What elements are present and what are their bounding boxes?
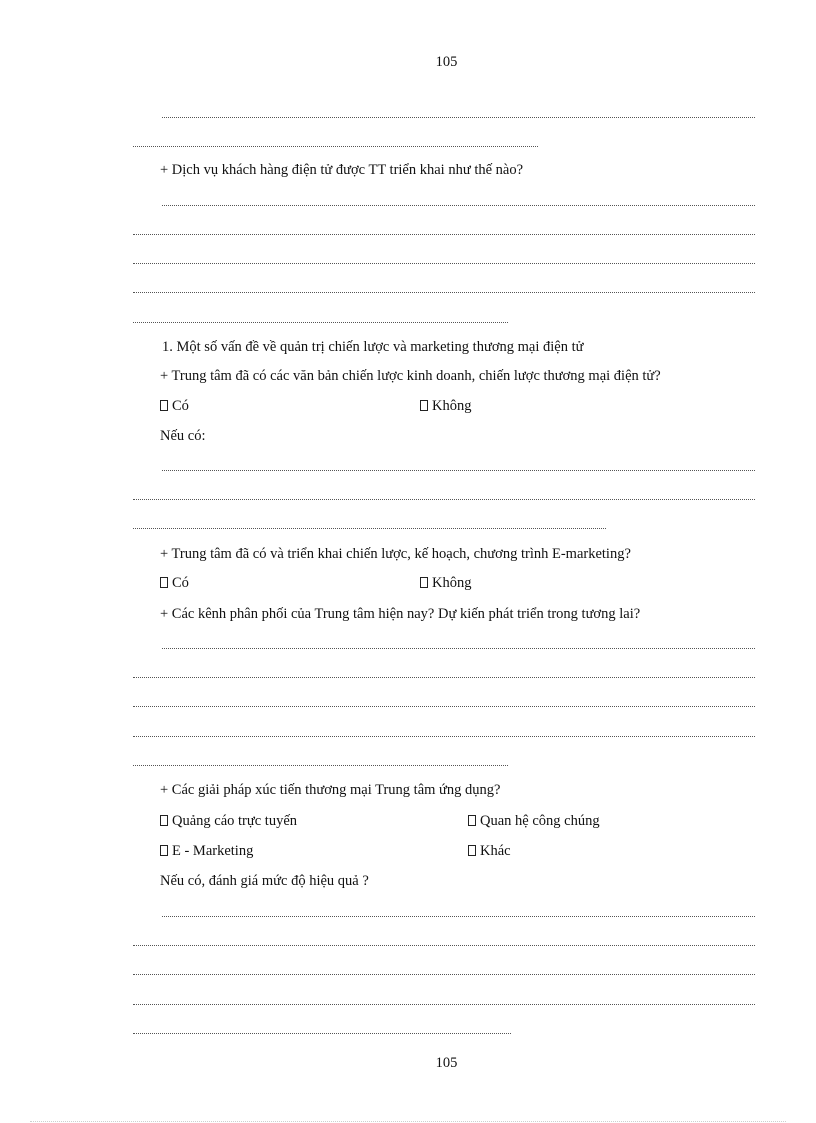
option-online-ads[interactable] — [160, 813, 297, 830]
option-label: Quan hệ công chúng — [480, 813, 600, 829]
option-label: Khác — [480, 843, 511, 859]
answer-line[interactable] — [133, 499, 755, 500]
checkbox-icon[interactable] — [160, 400, 168, 411]
question-distribution: + Các kênh phân phối của Trung tâm hiện nay? Dự kiến phát triển trong tương lai? — [160, 606, 641, 622]
option-label: Không — [432, 575, 472, 591]
answer-line[interactable] — [133, 263, 755, 264]
checkbox-icon[interactable] — [468, 815, 476, 826]
answer-line[interactable] — [133, 706, 755, 707]
checkbox-icon[interactable] — [420, 577, 428, 588]
option-label: Có — [172, 398, 189, 414]
answer-line[interactable] — [133, 292, 755, 293]
question-customer-service: + Dịch vụ khách hàng điện tử được TT triển khai như thế nào? — [160, 162, 524, 178]
answer-line[interactable] — [162, 648, 755, 649]
answer-line[interactable] — [133, 1033, 511, 1034]
checkbox-icon[interactable] — [160, 577, 168, 588]
checkbox-icon[interactable] — [468, 845, 476, 856]
answer-line[interactable] — [133, 146, 538, 147]
answer-line[interactable] — [162, 470, 755, 471]
option-label: Quảng cáo trực tuyến — [172, 813, 298, 829]
answer-line[interactable] — [133, 736, 755, 737]
answer-line[interactable] — [133, 945, 755, 946]
question-promotion: + Các giải pháp xúc tiến thương mại Trung tâm ứng dụng? — [160, 782, 501, 798]
option-no[interactable] — [420, 575, 471, 592]
page-number-bottom: 105 — [435, 1055, 458, 1071]
option-no[interactable] — [420, 398, 471, 415]
question-strategy-docs: + Trung tâm đã có các văn bản chiến lược kinh doanh, chiến lược thương mại điện tử? — [160, 368, 661, 384]
section-heading: 1. Một số vấn đề về quản trị chiến lược và marketing thương mại điện tử — [162, 339, 584, 355]
if-yes-eval-label: Nếu có, đánh giá mức độ hiệu quả ? — [160, 873, 369, 889]
option-yes[interactable] — [160, 398, 189, 415]
option-emarketing[interactable] — [160, 843, 253, 860]
answer-line[interactable] — [133, 322, 508, 323]
answer-line[interactable] — [162, 117, 755, 118]
checkbox-icon[interactable] — [160, 815, 168, 826]
answer-line[interactable] — [133, 528, 606, 529]
question-emarketing: + Trung tâm đã có và triển khai chiến lược, kế hoạch, chương trình E-marketing? — [160, 546, 631, 562]
option-label: Có — [172, 575, 189, 591]
answer-line[interactable] — [133, 974, 755, 975]
answer-line[interactable] — [133, 765, 508, 766]
checkbox-icon[interactable] — [420, 400, 428, 411]
checkbox-icon[interactable] — [160, 845, 168, 856]
option-label: Không — [432, 398, 472, 414]
answer-line[interactable] — [162, 205, 755, 206]
option-pr[interactable] — [468, 813, 600, 830]
answer-line[interactable] — [133, 677, 755, 678]
answer-line[interactable] — [162, 916, 755, 917]
answer-line[interactable] — [133, 1004, 755, 1005]
answer-line[interactable] — [133, 234, 755, 235]
page-number-top: 105 — [435, 54, 458, 70]
option-label: E - Marketing — [172, 843, 254, 859]
option-yes[interactable] — [160, 575, 189, 592]
if-yes-label: Nếu có: — [160, 428, 206, 444]
option-other[interactable] — [468, 843, 511, 860]
page-edge-divider — [30, 1121, 786, 1122]
